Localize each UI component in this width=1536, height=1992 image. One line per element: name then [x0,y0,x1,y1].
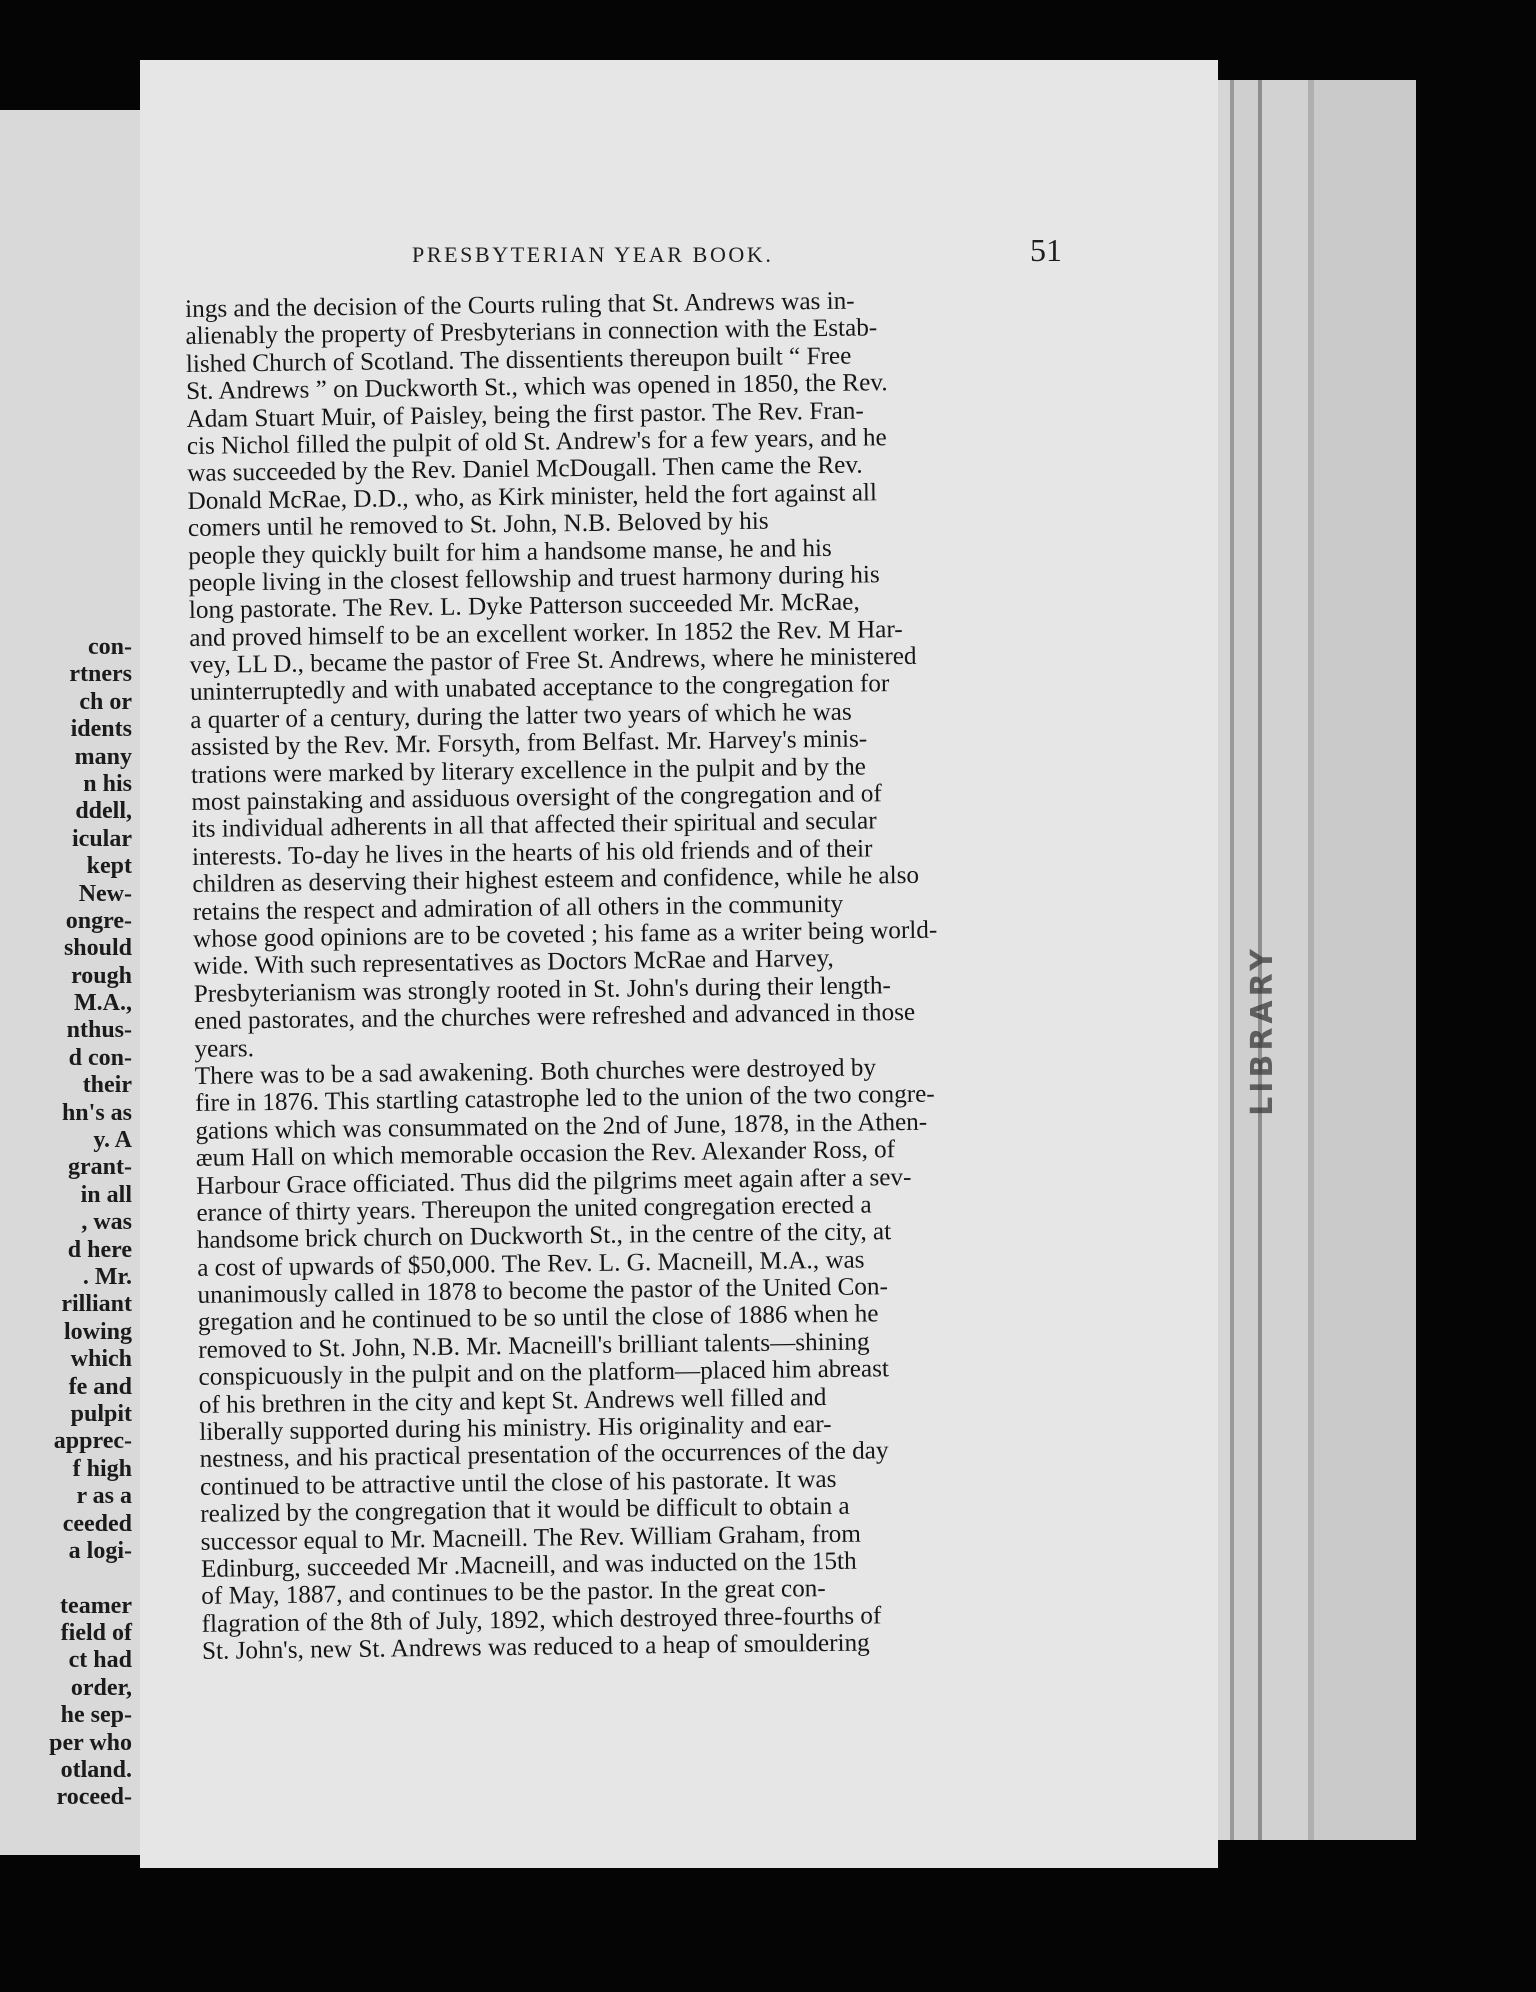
text-line: Donald McRae, D.D., who, as Kirk minister, held the fort against all [187,479,878,515]
previous-page-line: y. A [93,1127,132,1154]
previous-page-line: field of [60,1620,132,1647]
previous-page-line: icular [72,825,132,852]
previous-page-line: apprec- [53,1428,132,1455]
text-line: assisted by the Rev. Mr. Forsyth, from Belfast. Mr. Harvey's minis- [190,725,868,762]
text-line: erance of thirty years. Thereupon the united congregation erected a [196,1191,872,1227]
text-line: its individual adherents in all that affected their spiritual and secular [191,807,877,844]
body-text [185,285,1097,1666]
previous-page-line: pulpit [70,1400,132,1427]
previous-page-line: r as a [76,1483,132,1510]
previous-page-line: f high [72,1455,132,1482]
text-line: people they quickly built for him a handsome manse, he and his [188,534,832,570]
previous-page-line: , was [81,1209,132,1236]
text-line: gations which was consummated on the 2nd of June, 1878, in the Athen- [195,1108,928,1145]
text-line: St. John's, new St. Andrews was reduced to a heap of smouldering [201,1629,870,1666]
text-line: children as deserving their highest esteem and confidence, while he also [192,862,920,899]
previous-page-line: roceed- [56,1784,132,1811]
text-line: nestness, and his practical presentation of the occurrences of the day [199,1437,889,1474]
previous-page-line [49,1565,132,1592]
previous-page-line: d here [67,1236,132,1263]
text-line: uninterruptedly and with unabated acceptance to the congregation for [189,670,890,707]
previous-page-line: ct had [68,1647,132,1674]
text-line: alienably the property of Presbyterians in connection with the Estab- [185,314,878,351]
text-line: was succeeded by the Rev. Daniel McDougall. Then came the Rev. [187,451,863,488]
previous-page-line: grant- [68,1154,132,1181]
previous-page-line: many [74,743,132,770]
previous-page-line: con- [88,634,132,660]
text-line: continued to be attractive until the close of his pastorate. It was [199,1465,837,1501]
text-line: æum Hall on which memorable occasion the Rev. Alexander Ross, of [195,1136,896,1173]
text-line: years. [194,1034,255,1063]
previous-page-line: d con- [68,1044,132,1071]
previous-page-line: nthus- [66,1017,132,1044]
text-line: gregation and he continued to be so until the close of 1886 when he [197,1300,879,1337]
text-line: St. Andrews ” on Duckworth St., which was opened in 1850, the Rev. [186,369,888,406]
text-line: most painstaking and assiduous oversight of the congregation and of [191,780,882,816]
previous-page-line: ddell, [75,798,132,825]
text-line: Edinburg, succeeded Mr .Macneill, and was inducted on the 15th [200,1547,857,1583]
text-line: a cost of upwards of $50,000. The Rev. L. G. Macneill, M.A., was [197,1246,865,1282]
text-line: and proved himself to be an excellent worker. In 1852 the Rev. M Har- [189,615,903,652]
text-line: lished Church of Scotland. The dissentients thereupon built “ Free [185,342,852,378]
text-line: retains the respect and admiration of all others in the community [192,890,844,926]
previous-page-line: M.A., [74,990,132,1017]
previous-page-line: lowing [63,1318,132,1345]
page-header [412,232,1112,276]
text-line: interests. To-day he lives in the hearts of his old friends and of their [191,835,873,871]
previous-page-line: ch or [79,688,132,715]
library-stamp: LIBRARY [1244,944,1280,1116]
text-line: flagration of the 8th of July, 1892, which destroyed three-fourths of [201,1602,882,1638]
previous-page-line: rtners [69,661,132,688]
text-line: ings and the decision of the Courts ruling that St. Andrews was in- [185,287,855,323]
text-line: whose good opinions are to be coveted ; his fame as a writer being world- [192,916,938,953]
text-line: long pastorate. The Rev. L. Dyke Patterson succeeded Mr. McRae, [188,588,860,625]
previous-page-line: ongre- [65,907,132,934]
text-line: a quarter of a century, during the latter two years of which he was [190,698,852,734]
text-line: There was to be a sad awakening. Both churches were destroyed by [194,1054,877,1090]
text-line: people living in the closest fellowship and truest harmony during his [188,561,880,597]
previous-page-line: hn's as [61,1099,132,1126]
text-line: removed to St. John, N.B. Mr. Macneill's brilliant talents—shining [198,1328,870,1364]
text-line: handsome brick church on Duckworth St., in the centre of the city, at [196,1218,892,1255]
previous-page-line: n his [83,770,132,797]
text-line: ened pastorates, and the churches were refreshed and advanced in those [193,999,916,1036]
text-line: realized by the congregation that it would be difficult to obtain a [200,1492,850,1529]
text-line: cis Nichol filled the pulpit of old St. Andrew's for a few years, and he [186,424,887,460]
previous-page-line: a logi- [68,1537,132,1564]
previous-page-line: rilliant [61,1291,132,1318]
running-title: PRESBYTERIAN YEAR BOOK. [412,242,774,267]
previous-page-line: order, [70,1674,132,1701]
text-line: unanimously called in 1878 to become the pastor of the United Con- [197,1273,889,1309]
text-line: of May, 1887, and continues to be the pastor. In the great con- [201,1575,826,1611]
previous-page-line: he sep- [60,1702,132,1729]
previous-page-line: fe and [68,1373,132,1400]
previous-page-line: New- [78,880,132,907]
text-line: liberally supported during his ministry. His originality and ear- [199,1410,832,1446]
text-line: of his brethren in the city and kept St. Andrews well filled and [198,1383,827,1419]
text-line: Adam Stuart Muir, of Paisley, being the first pastor. The Rev. Fran- [186,397,864,433]
page-number: 51 [1030,232,1062,268]
text-line: Harbour Grace officiated. Thus did the pilgrims meet again after a sev- [196,1163,912,1200]
previous-page-text [49,634,132,1812]
text-line: successor equal to Mr. Macneill. The Rev. William Graham, from [200,1520,862,1556]
previous-page-line: ceeded [62,1510,132,1537]
previous-page-line: kept [86,853,132,880]
previous-page-line: should [63,935,132,962]
text-line: conspicuously in the pulpit and on the platform—placed him abreast [198,1355,890,1392]
previous-page-line: per who [49,1729,132,1756]
previous-page-line: in all [80,1181,132,1208]
text-line: comers until he removed to St. John, N.B. Beloved by his [187,507,769,543]
previous-page-line: teamer [60,1592,132,1619]
previous-page-edge [0,110,146,1855]
previous-page-line: idents [70,716,132,743]
text-line: vey, LL D., became the pastor of Free St. Andrews, where he ministered [189,642,917,680]
text-line: wide. With such representatives as Doctors McRae and Harvey, [193,945,834,981]
text-line: Presbyterianism was strongly rooted in St. John's during their length- [193,971,892,1008]
previous-page-line: their [82,1072,132,1099]
previous-page-line: otland. [60,1757,132,1784]
text-line: trations were marked by literary excellence in the pulpit and by the [190,753,867,789]
previous-page-line: which [70,1346,132,1373]
previous-page-line: . Mr. [82,1263,132,1290]
previous-page-line: rough [71,962,132,989]
text-line: fire in 1876. This startling catastrophe led to the union of the two congre- [194,1080,935,1118]
